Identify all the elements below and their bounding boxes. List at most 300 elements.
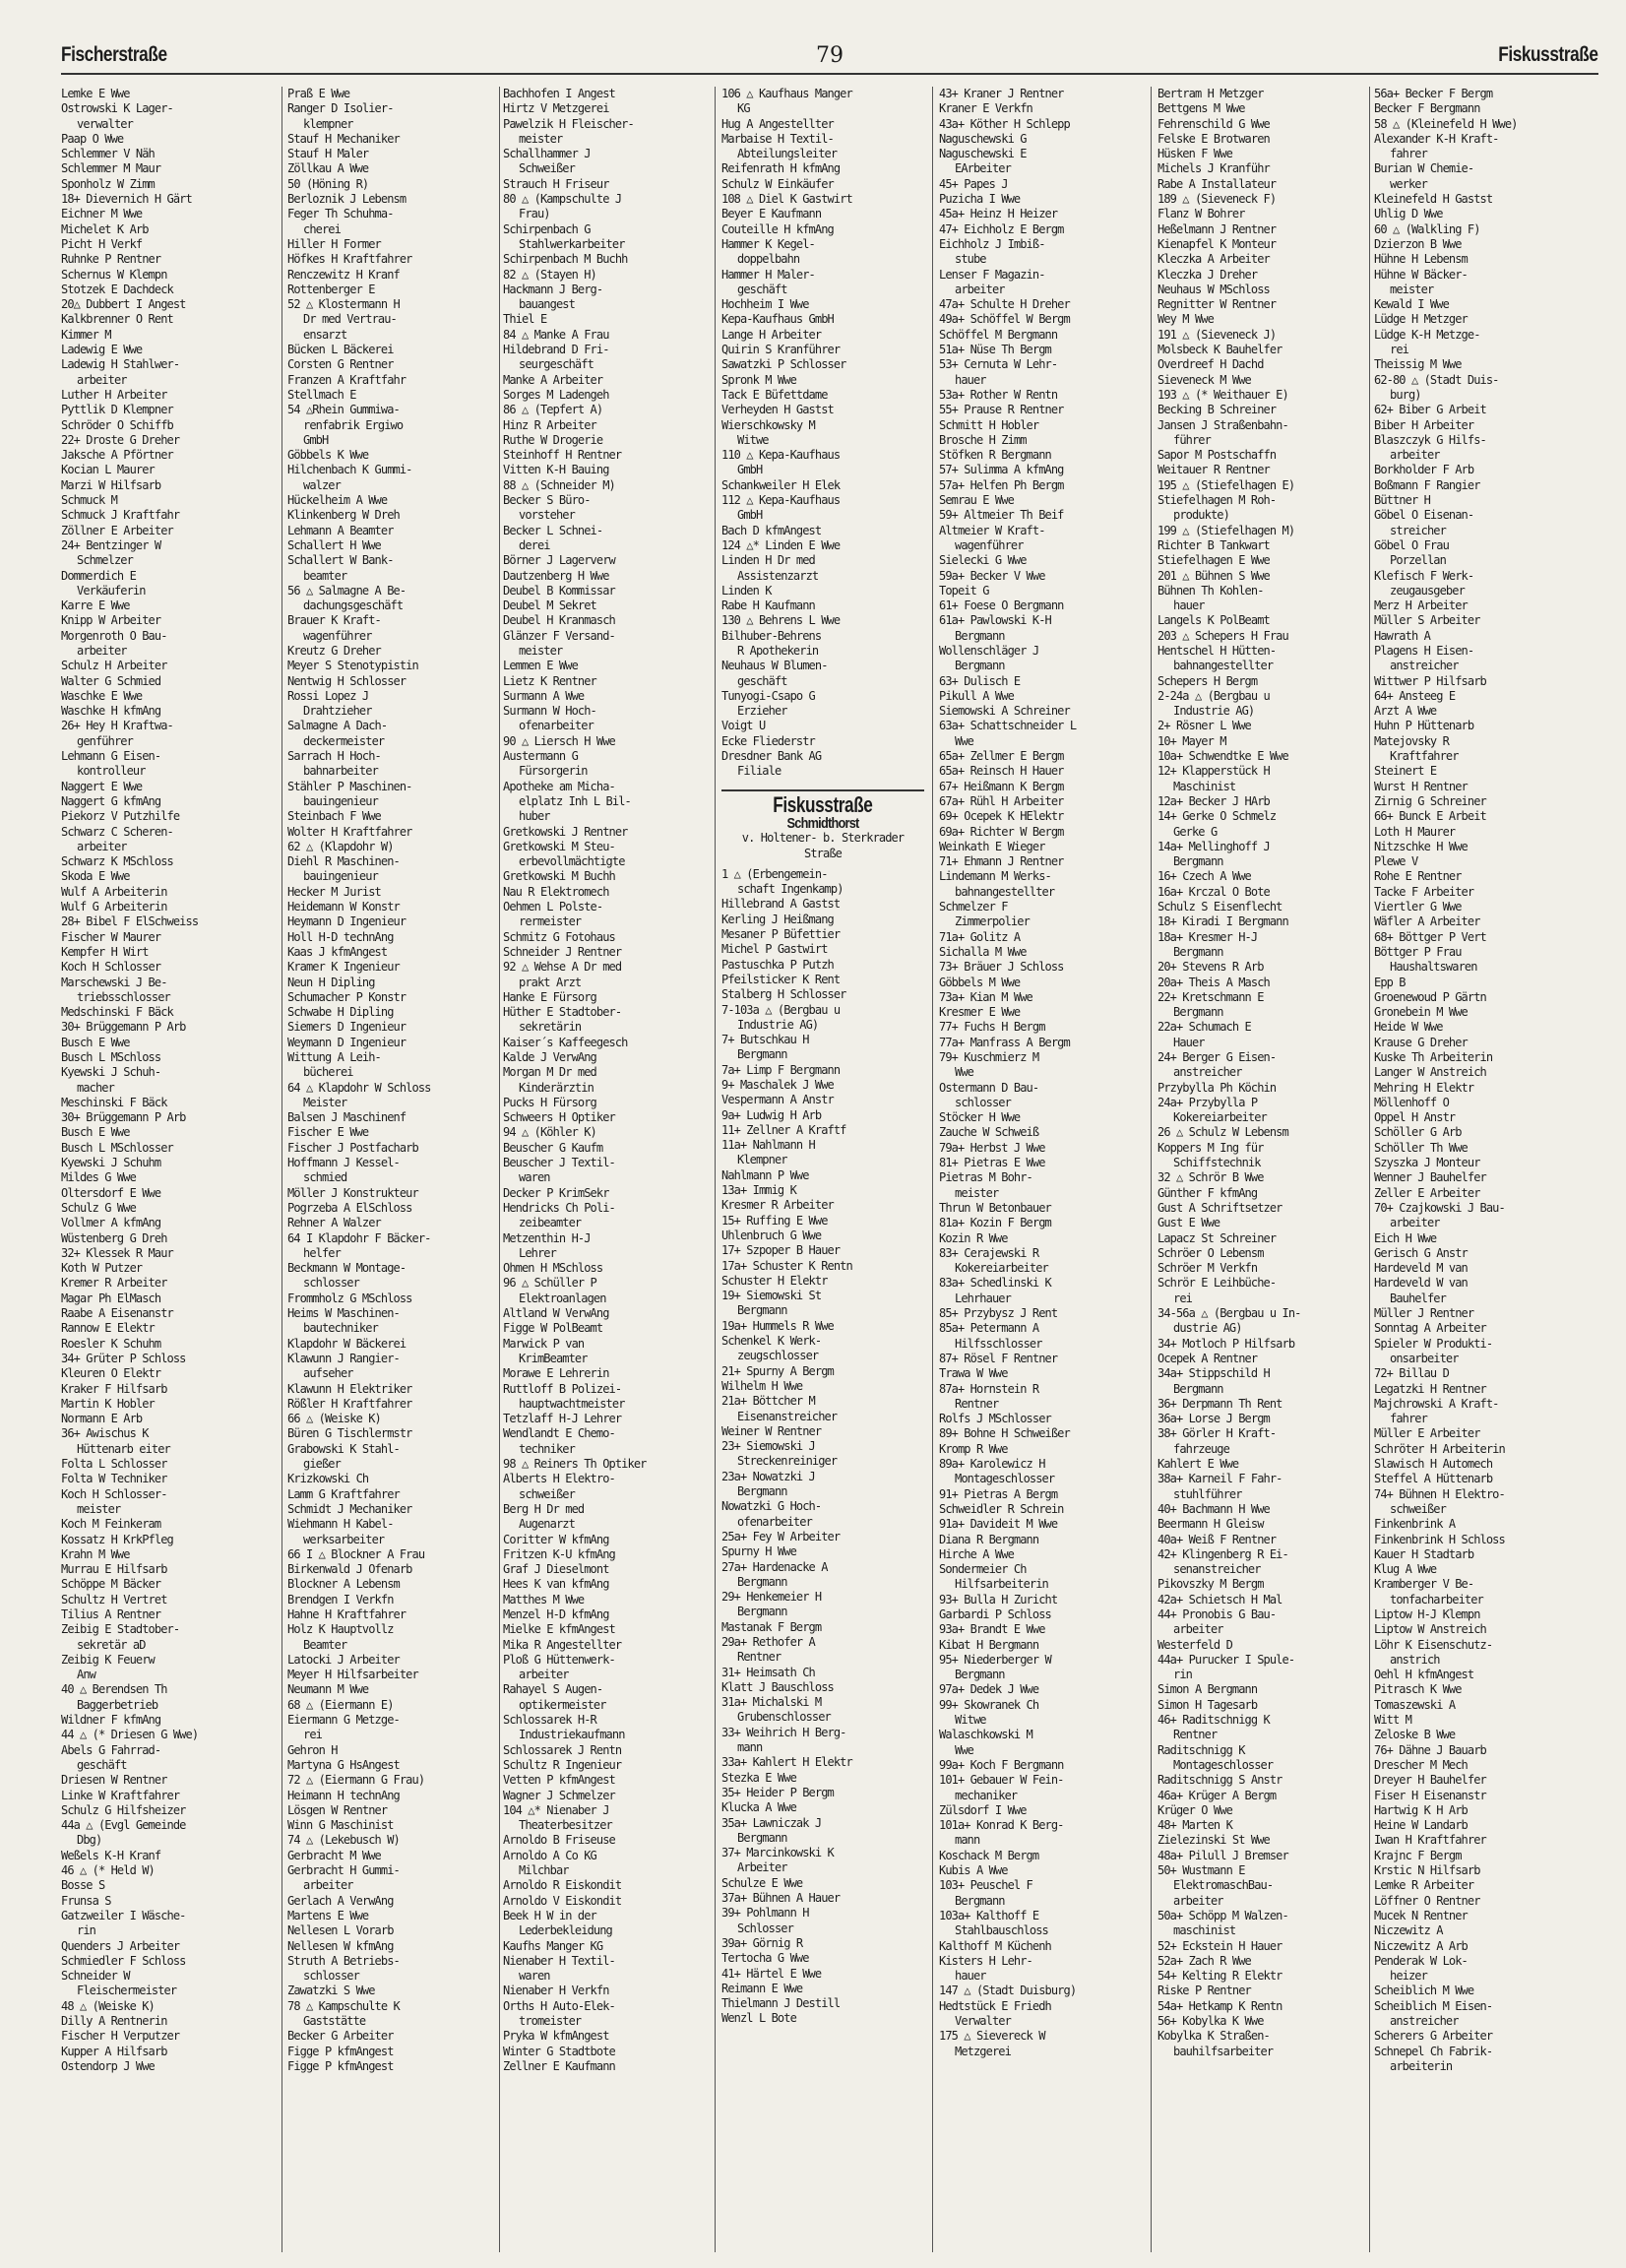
directory-entry: 33+ Weihrich H Berg- [721,1725,846,1739]
directory-entry: Beckmann W Montage- [287,1261,406,1276]
directory-entry: GmbH [303,432,329,447]
directory-entry: Bachhofen I Angest [503,87,615,100]
directory-entry: renfabrik Ergiwo [303,417,404,432]
directory-entry: 36a+ Lorse J Bergm [1157,1412,1270,1426]
directory-entry: 52+ Eckstein H Hauer [1157,1938,1282,1953]
directory-entry: Gronebein M Wwe [1374,1005,1468,1020]
directory-entry: Glänzer F Versand- [503,628,615,643]
directory-entry: Schallert W Bank- [287,553,394,568]
directory-entry: Winter G Stadtbote [503,2044,615,2058]
directory-entry: Haushaltswaren [1390,960,1477,975]
directory-entry: Rabe A Installateur [1157,176,1277,191]
directory-entry: Heßelmann J Rentner [1157,221,1277,236]
directory-entry: 22+ Kretschmann E [1157,989,1264,1004]
directory-entry: arbeiter [1390,1216,1440,1230]
directory-entry: Kauer H Stadtarb [1374,1546,1474,1561]
directory-entry: beamter [303,568,347,583]
directory-entry: Altmeier W Kraft- [939,523,1045,537]
directory-entry: schlosser [303,1969,359,1984]
directory-entry: Waschke E Wwe [61,688,143,703]
directory-entry: 201 △ Bühnen S Wwe [1157,568,1270,583]
directory-entry: 101+ Gebauer W Fein- [939,1773,1064,1788]
directory-entry: Feger Th Schuhma- [287,207,394,221]
directory-entry: 12+ Klapperstück H [1157,764,1270,779]
directory-entry: schweißer [519,1486,575,1501]
directory-entry: zeugschlosser [737,1349,819,1363]
directory-entry: Dautzenberg H Wwe [503,568,609,583]
directory-entry: 97a+ Dedek J Wwe [939,1682,1039,1697]
street-title-box [721,789,924,816]
directory-entry: Spieler W Produkti- [1374,1336,1493,1351]
directory-entry: Simon A Bergmann [1157,1682,1258,1697]
directory-entry: Altland W VerwAng [503,1306,609,1321]
directory-entry: Matthes M Wwe [503,1592,585,1606]
directory-entry: Rabe H Kaufmann [721,598,815,613]
directory-entry: 77a+ Manfrass A Bergm [939,1035,1070,1049]
directory-entry: Birkenwald J Ofenarb [287,1562,412,1577]
directory-entry: Kozin R Wwe [939,1230,1008,1245]
directory-entry: Eichner M Wwe [61,207,143,221]
directory-entry: 87a+ Hornstein R [939,1381,1039,1396]
directory-entry: Kalde J VerwAng [503,1050,596,1064]
directory-entry: Steinhoff H Rentner [503,448,622,463]
directory-entry: Montageschlosser [1173,1757,1274,1772]
directory-entry: Wenner J Bauhelfer [1374,1170,1486,1185]
directory-entry: Langels K PolBeamt [1157,613,1270,628]
directory-entry: heizer [1390,1969,1427,1984]
directory-entry: 108 △ Diel K Gastwirt [721,192,852,207]
directory-entry: Sponholz W Zimm [61,176,155,191]
directory-entry: meister [519,131,563,146]
directory-entry: Kraftfahrer [1390,749,1459,764]
district-name: Schmidthorst [786,814,859,832]
directory-entry: Scheiblich M Wwe [1374,1984,1474,1998]
directory-entry: Kyewski J Schuhm [61,1156,161,1170]
directory-entry: klempner [303,116,353,131]
directory-entry: Pfeilsticker K Rent [721,972,841,986]
directory-entry: 67+ Heißmann K Bergm [939,779,1064,793]
directory-entry: Becker G Arbeiter [287,2029,394,2044]
directory-entry: Schulz S Eisenflecht [1157,900,1282,914]
directory-entry: Kreutz G Dreher [287,643,381,658]
directory-entry: 13a+ Immig K [721,1183,796,1198]
directory-entry: Winn G Maschinist [287,1818,394,1833]
directory-entry: Weinkath E Wieger [939,839,1045,853]
directory-entry: Lemmen E Wwe [503,659,578,673]
directory-entry: Molsbeck K Bauhelfer [1157,343,1282,357]
directory-entry: Vitten K-H Bauing [503,463,609,477]
directory-entry: 34-56a △ (Bergbau u In- [1157,1306,1301,1321]
directory-entry: Weiner W Rentner [721,1423,822,1438]
directory-entry: 68+ Böttger P Vert [1374,929,1486,944]
directory-entry: Morgenroth O Bau- [61,628,167,643]
directory-entry: Wwe [955,1065,973,1080]
directory-entry: Klug A Wwe [1374,1562,1437,1577]
directory-entry: bauingenieur [303,793,378,808]
directory-entry: 103+ Peuschel F [939,1878,1032,1893]
directory-entry: Ruhnke P Rentner [61,252,161,267]
directory-entry: 87+ Rösel F Rentner [939,1351,1058,1365]
directory-entry: Gatzweiler I Wäsche- [61,1908,186,1922]
directory-entry: anstreicher [1390,2014,1459,2028]
directory-entry: Kempfer H Wirt [61,944,149,959]
directory-entry: Rentner [955,1396,999,1411]
directory-entry: arbeiter [77,839,127,853]
directory-entry: Müller S Arbeiter [1374,613,1480,628]
directory-entry: Verwalter [955,2014,1011,2028]
directory-entry: Boßmann F Rangier [1374,477,1480,492]
directory-entry: Vetten P kfmAngest [503,1773,615,1788]
directory-entry: Hentschel H Hütten- [1157,643,1277,658]
directory-entry: Hiller H Former [287,236,381,251]
directory-entry: 89a+ Karolewicz H [939,1457,1045,1472]
directory-entry: Praß E Wwe [287,87,350,100]
directory-entry: Oehl H kfmAngest [1374,1668,1474,1682]
directory-entry: 77+ Fuchs H Bergm [939,1020,1045,1035]
directory-entry: Gretkowski J Rentner [503,824,628,839]
directory-entry: Westerfeld D [1157,1637,1232,1652]
directory-entry: Hühne W Bäcker- [1374,267,1468,282]
directory-entry: Bettgens M Wwe [1157,101,1245,116]
directory-entry: Stahlwerkarbeiter [519,236,625,251]
directory-entry: Nau R Elektromech [503,884,609,899]
directory-entry: Pyttlik D Klempner [61,403,173,417]
directory-entry: Martens E Wwe [287,1908,369,1922]
directory-entry: Wilhelm H Wwe [721,1378,803,1393]
directory-entry: Schulz G Wwe [61,1200,136,1215]
directory-entry: Wulf A Arbeiterin [61,884,167,899]
directory-entry: Raabe A Eisenanstr [61,1306,173,1321]
directory-entry: 61+ Foese O Bergmann [939,598,1064,613]
directory-entry: Arnoldo B Friseuse [503,1833,615,1848]
directory-entry: Neun H Dipling [287,975,375,989]
directory-entry: waren [519,1170,550,1185]
directory-entry: Niczewitz A Arb [1374,1938,1468,1953]
directory-entry: triebsschlosser [77,989,170,1004]
directory-entry: 9+ Maschalek J Wwe [721,1078,834,1092]
directory-entry: Hendricks Ch Poli- [503,1200,615,1215]
directory-entry: Rehner A Walzer [287,1216,381,1230]
directory-entry: Corsten G Rentner [287,357,394,372]
directory-entry: 19+ Siemowski St [721,1289,822,1303]
directory-entry: Couteille H kfmAng [721,221,834,236]
directory-entry: Deubel M Sekret [503,598,596,613]
directory-entry: Meschinski F Bäck [61,1095,167,1109]
directory-entry: Koch H Schlosser- [61,1486,167,1501]
directory-entry: Lindemann M Werks- [939,869,1051,884]
directory-entry: Zellner E Kaufmann [503,2058,615,2073]
directory-entry: 46+ Raditschnigg K [1157,1713,1270,1728]
directory-entry: 50a+ Schöpp M Walzen- [1157,1908,1288,1922]
directory-entry: Lietz K Rentner [503,673,596,688]
directory-entry: Hirche A Wwe [939,1546,1014,1561]
directory-entry: Fritzen K-U kfmAng [503,1546,615,1561]
directory-entry: Ladewig E Wwe [61,343,143,357]
directory-entry: Wendlandt E Chemo- [503,1426,615,1441]
directory-entry: Hinz R Arbeiter [503,417,596,432]
directory-entry: Biber H Arbeiter [1374,417,1474,432]
directory-entry: 24+ Bentzinger W [61,537,161,552]
directory-entry: Kremer R Arbeiter [61,1276,167,1291]
directory-entry: Krstic N Hilfsarb [1374,1863,1480,1878]
directory-entry: Loth H Maurer [1374,824,1456,839]
directory-entry: 44+ Pronobis G Bau- [1157,1606,1277,1621]
directory-entry: 24a+ Przybylla P [1157,1095,1258,1109]
directory-entry: 62-80 △ (Stadt Duis- [1374,372,1499,387]
directory-entry: Gerlach A VerwAng [287,1893,394,1908]
directory-entry: Simon H Tagesarb [1157,1697,1258,1712]
directory-entry: Bauhelfer [1390,1291,1446,1305]
directory-entry: Beek H W in der [503,1908,596,1922]
directory-entry: Kimmer M [61,327,111,342]
directory-entry: Hühne H Lebensm [1374,252,1468,267]
directory-entry: Struth A Betriebs- [287,1953,400,1968]
directory-entry: deckermeister [303,733,385,748]
directory-entry: Krizkowski Ch [287,1472,369,1486]
directory-entry: Rohe E Rentner [1374,869,1462,884]
directory-entry: Lederbekleidung [519,1923,612,1938]
column-divider [1369,87,1370,2252]
page-number: 79 [816,43,844,68]
directory-entry: Beuscher J Textil- [503,1156,615,1170]
directory-entry: bahnangestellter [1173,659,1274,673]
directory-entry: Beuscher G Kaufm [503,1140,603,1155]
directory-entry: R Apothekerin [737,643,819,658]
directory-entry: Metzenthin H-J [503,1230,591,1245]
directory-entry: Abteilungsleiter [737,147,838,161]
directory-entry: Heims W Maschinen- [287,1306,400,1321]
directory-entry: 52a+ Zach R Wwe [1157,1953,1251,1968]
directory-entry: 106 △ Kaufhaus Manger [721,87,852,100]
directory-entry: stuhlführer [1173,1486,1242,1501]
directory-entry: ensarzt [303,327,347,342]
directory-entry: 47a+ Schulte H Dreher [939,297,1070,312]
directory-entry: Blockner A Lebensm [287,1577,400,1592]
directory-entry: Arnoldo R Eiskondit [503,1878,622,1893]
column-3 [503,87,706,2252]
directory-entry: Schirpenbach M Buchh [503,252,628,267]
directory-entry: Schröer M Verkfn [1157,1261,1258,1276]
directory-entry: Neuhaus W Blumen- [721,659,828,673]
directory-entry: Walaschkowski M [939,1728,1032,1742]
directory-entry: Uhlenbruch G Wwe [721,1228,822,1242]
directory-entry: Sieveneck M Wwe [1157,372,1251,387]
directory-entry: 7+ Butschkau H [721,1033,809,1047]
directory-entry: Morawe E Lehrerin [503,1366,609,1381]
directory-entry: Tomaszewski A [1374,1697,1456,1712]
directory-entry: Busch E Wwe [61,1125,130,1140]
directory-entry: führer [1173,432,1211,447]
directory-entry: Michelet K Arb [61,221,149,236]
directory-entry: 195 △ (Stiefelhagen E) [1157,477,1295,492]
directory-entry: Höfkes H Kraftfahrer [287,252,412,267]
directory-entry: Wurst H Rentner [1374,779,1468,793]
directory-entry: Drahtzieher [303,704,372,719]
directory-entry: Jaksche A Pförtner [61,448,173,463]
directory-entry: 56a+ Becker F Bergm [1374,87,1493,100]
directory-entry: 147 △ (Stadt Duisburg) [939,1984,1077,1998]
directory-entry: Hammer K Kegel- [721,236,815,251]
directory-entry: schlosser [303,1276,359,1291]
directory-entry: Hecker M Jurist [287,884,381,899]
directory-entry: ofenarbeiter [519,719,594,733]
directory-entry: arbeiter [1173,1622,1223,1637]
directory-entry: geschäft [77,1757,127,1772]
column-divider [715,87,716,2252]
directory-entry: Hug A Angestellter [721,116,834,131]
directory-entry: 82 △ (Stayen H) [503,267,596,282]
directory-entry: Zeloske B Wwe [1374,1728,1456,1742]
directory-entry: Kleinefeld H Gastst [1374,192,1493,207]
directory-entry: Felske E Brotwaren [1157,131,1270,146]
directory-entry: 104 △* Nienaber J [503,1802,609,1817]
directory-entry: Kraker F Hilfsarb [61,1381,167,1396]
directory-entry: 65a+ Reinsch H Hauer [939,764,1064,779]
directory-entry: Semrau E Wwe [939,493,1014,508]
directory-entry: Hanke E Fürsorg [503,989,596,1004]
directory-entry: bauangest [519,297,575,312]
directory-entry: Michels J Kranführ [1157,161,1270,176]
directory-entry: Majchrowski A Kraft- [1374,1396,1499,1411]
directory-entry: Oehmen L Polste- [503,900,603,914]
directory-entry: genführer [77,733,133,748]
directory-entry: 63+ Dulisch E [939,673,1021,688]
directory-entry: Eich H Wwe [1374,1230,1437,1245]
directory-entry: Kalkbrenner O Rent [61,312,173,327]
directory-entry: derei [519,537,550,552]
header-street-start: Fischerstraße [61,43,167,66]
directory-entry: Pietras M Bohr- [939,1170,1032,1185]
directory-entry: Dr med Vertrau- [303,312,397,327]
directory-entry: 18a+ Kresmer H-J [1157,929,1258,944]
directory-entry: Mika R Angestellter [503,1637,622,1652]
directory-entry: 203 △ Schepers H Frau [1157,628,1288,643]
directory-entry: Stiefelhagen M Roh- [1157,493,1277,508]
directory-entry: Ploß G Hüttenwerk- [503,1652,615,1667]
directory-entry: 48+ Marten K [1157,1818,1232,1833]
directory-entry: Szyszka J Monteur [1374,1156,1480,1170]
directory-entry: 53+ Cernuta W Lehr- [939,357,1058,372]
directory-entry: onsarbeiter [1390,1351,1459,1365]
directory-entry: 60 △ (Walkling F) [1374,221,1480,236]
directory-entry: Franzen A Kraftfahr [287,372,406,387]
directory-entry: Walter G Schmied [61,673,161,688]
directory-entry: 45a+ Heinz H Heizer [939,207,1058,221]
directory-entry: Bücken L Bäckerei [287,343,394,357]
directory-entry: Theissig M Wwe [1374,357,1462,372]
directory-entry: Fiser H Eisenanstr [1374,1788,1486,1802]
directory-entry: 42+ Klingenberg R Ei- [1157,1546,1288,1561]
directory-entry: Kuske Th Arbeiterin [1374,1050,1493,1064]
directory-entry: Mucek N Rentner [1374,1908,1468,1922]
directory-entry: 22+ Droste G Dreher [61,432,180,447]
directory-entry: Müller E Arbeiter [1374,1426,1480,1441]
directory-entry: 34a+ Stippschild H [1157,1366,1270,1381]
directory-entry: Frunsa S [61,1893,111,1908]
directory-entry: 78 △ Kampschulte K [287,1998,400,2013]
directory-entry: Schlemmer V Näh [61,147,155,161]
directory-entry: Fischer W Maurer [61,929,161,944]
directory-entry: 85+ Przybysz J Rent [939,1306,1058,1321]
directory-entry: Schröter H Arbeiterin [1374,1441,1505,1456]
directory-entry: 193 △ (* Weithauer E) [1157,387,1288,402]
directory-entry: 44a+ Purucker I Spule- [1157,1652,1295,1667]
directory-entry: 35+ Heider P Bergm [721,1785,834,1799]
directory-entry: 50 (Höning R) [287,176,369,191]
directory-entry: 54a+ Hetkamp K Rentn [1157,1998,1282,2013]
directory-entry: Fischer J Postfacharb [287,1140,418,1155]
directory-entry: Meister [303,1095,347,1109]
directory-entry: 48a+ Pilull J Bremser [1157,1848,1288,1862]
directory-entry: Stöfken R Bergmann [939,448,1051,463]
directory-entry: Möller J Konstrukteur [287,1185,418,1200]
directory-entry: Kisters H Lehr- [939,1953,1032,1968]
directory-entry: Schultz H Vertret [61,1592,167,1606]
directory-entry: 73a+ Kian M Wwe [939,989,1032,1004]
directory-entry: Brendgen I Verkfn [287,1592,394,1606]
directory-entry: 16+ Czech A Wwe [1157,869,1251,884]
directory-entry: 34+ Motloch P Hilfsarb [1157,1336,1295,1351]
directory-entry: 52 △ Klostermann H [287,297,400,312]
directory-entry: Martyna G HsAngest [287,1757,400,1772]
directory-entry: Naggert G kfmAng [61,793,161,808]
directory-entry: Kalthoff M Küchenh [939,1938,1051,1953]
directory-entry: Becking B Schreiner [1157,403,1277,417]
directory-entry: 101a+ Konrad K Berg- [939,1818,1064,1833]
directory-entry: Büren G Tischlermstr [287,1426,412,1441]
directory-entry: 96 △ Schüller P [503,1276,596,1291]
directory-entry: Marbaise H Textil- [721,131,834,146]
directory-entry: Hillebrand A Gastst [721,897,841,912]
directory-entry: Stahlbauschloss [955,1923,1048,1938]
directory-entry: 21+ Spurny A Bergm [721,1363,834,1378]
directory-entry: werker [1390,176,1427,191]
directory-entry: Apotheke am Micha- [503,779,615,793]
directory-entry: Deubel B Kommissar [503,583,615,598]
street-section-header [721,789,924,861]
column-divider [932,87,933,2252]
directory-entry: Lamm G Kraftfahrer [287,1486,400,1501]
directory-entry: EArbeiter [955,161,1011,176]
directory-entry: Kleczka J Dreher [1157,267,1258,282]
directory-entry: Thiel E [503,312,547,327]
directory-entry: elplatz Inh L Bil- [519,793,631,808]
directory-entry: Viertler G Wwe [1374,900,1462,914]
directory-entry: 26+ Hey H Kraftwa- [61,719,173,733]
directory-entry: Topeit G [939,583,989,598]
directory-entry: cherei [303,221,341,236]
directory-entry: rei [303,1728,322,1742]
directory-entry: GmbH [737,508,763,523]
directory-entry: Drescher M Mech [1374,1757,1468,1772]
directory-entry: Mehring H Elektr [1374,1080,1474,1095]
directory-entry: bauingenieur [303,869,378,884]
directory-entry: Martin K Hobler [61,1396,155,1411]
directory-entry: Marwick P van [503,1336,585,1351]
directory-entry: Lüdge K-H Metzge- [1374,327,1480,342]
directory-entry: Pryka W kfmAngest [503,2029,609,2044]
directory-entry: Stöcker H Wwe [939,1110,1021,1125]
directory-entry: zeibeamter [519,1216,582,1230]
directory-entry: Wolter H Kraftfahrer [287,824,412,839]
directory-entry: GmbH [737,463,763,477]
directory-entry: Stiefelhagen E Wwe [1157,553,1270,568]
directory-entry: Eiermann G Metzge- [287,1713,400,1728]
directory-entry: Nienaber H Textil- [503,1953,615,1968]
directory-entry: Dilly A Rentnerin [61,2014,167,2028]
directory-entry: 83a+ Schedlinski K [939,1276,1051,1291]
directory-entry: burg) [1390,387,1421,402]
